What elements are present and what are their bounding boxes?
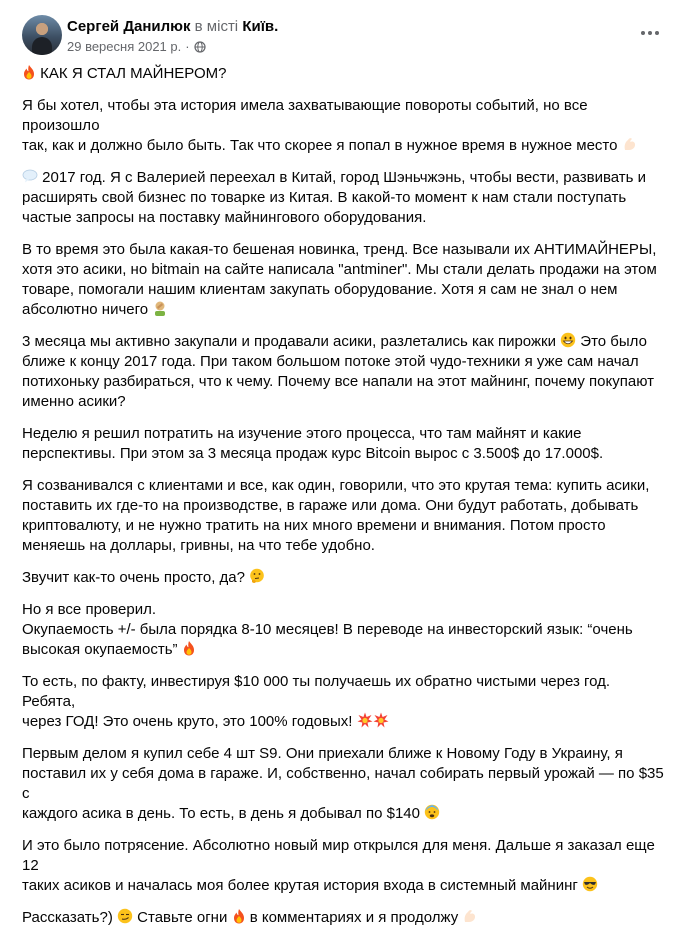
text-line: Первым делом я купил себе 4 шт S9. Они приехали ближе к Новому Году в Украину, я (22, 745, 623, 762)
paragraph-11 (22, 836, 667, 896)
paragraph-10 (22, 744, 667, 824)
paragraph-6 (22, 476, 667, 556)
text-line: частые запросы на поставку майнингового оборудования. (22, 209, 427, 226)
post-meta (67, 39, 206, 55)
paragraph-8 (22, 600, 667, 660)
text-line: таких асиков и началась моя более крутая история входа в системный майнинг (22, 877, 578, 894)
paragraph-7 (22, 568, 667, 588)
author-name[interactable]: Сергей Данилюк (67, 18, 191, 35)
more-options-icon[interactable] (638, 23, 662, 43)
fire-emoji-icon (232, 908, 246, 924)
speech-balloon-emoji-icon (22, 168, 38, 184)
text-line: 2017 год. Я с Валерией переехал в Китай, город Шэньчжэнь, чтобы вести, развивать и (42, 169, 647, 186)
text-line: именно асики? (22, 393, 126, 410)
text-line: меняешь на доллары, гривны, на что тебе удобно. (22, 537, 375, 554)
text-fragment: в комментариях и я продолжу (249, 909, 459, 926)
text-line: абсолютно ничего (22, 301, 149, 318)
text-line: каждого асика в день. То есть, в день я добывал по $140 (22, 805, 420, 822)
post-date[interactable]: 29 вересня 2021 р. (67, 39, 182, 54)
text-line: ближе к концу 2017 года. При таком большом потоке этой чудо-техники я уже сам начал (22, 353, 639, 370)
flexed-biceps-emoji-icon (622, 136, 638, 152)
text-line: так, как и должно было быть. Так что скорее я попал в нужное время в нужное место (22, 137, 618, 154)
text-fragment: Ставьте огни (137, 909, 228, 926)
post-header (22, 15, 662, 59)
text-line: товаре, помогали нашим клиентам закупать оборудование. Хотя я сам не знал о нем (22, 281, 618, 298)
text-line: Звучит как-то очень просто, да? (22, 569, 245, 586)
text-line: И это было потрясение. Абсолютно новый мир открылся для меня. Дальше я заказал еще 12 (22, 837, 655, 874)
text-line: Но я все проверил. (22, 601, 157, 618)
text-fragment: Рассказать?) (22, 909, 113, 926)
text-line: хотя это асики, но bitmain на сайте написала "antminer". Мы стали делать продажи на этом (22, 261, 657, 278)
text-line: расширять свой бизнес по товарке из Китая. В какой-то момент к нам стали поступать (22, 189, 627, 206)
collision-emoji-icon (357, 712, 373, 728)
text-line: Я созванивался с клиентами и все, как один, говорили, что это крутая тема: купить асики, (22, 477, 650, 494)
text-line: То есть, по факту, инвестируя $10 000 ты получаешь их обратно чистыми через год. Ребята, (22, 673, 611, 710)
paragraph-4 (22, 332, 667, 412)
smiling-face-with-sunglasses-emoji-icon (582, 876, 598, 892)
globe-icon (194, 41, 206, 53)
fire-emoji-icon (182, 640, 196, 656)
collision-emoji-icon (373, 712, 389, 728)
date-separator: · (185, 39, 190, 54)
author-line (67, 17, 278, 37)
text-line: поставить их где-то на производстве, в гараже или дома. Они будут работать, добывать (22, 497, 639, 514)
person-facepalming-emoji-icon (152, 300, 168, 316)
text-line: высокая окупаемость” (22, 641, 178, 658)
text-line: поставил их у себя дома в гараже. И, собственно, начал собирать первый урожай — по $35 с (22, 765, 664, 802)
paragraph-1 (22, 96, 667, 156)
text-line: В то время это была какая-то бешеная новинка, тренд. Все называли их АНТИМАЙНЕРЫ, (22, 241, 657, 258)
post-body (22, 64, 667, 940)
text-line: перспективы. При этом за 3 месяца продаж курс Bitcoin вырос с 3.500$ до 17.000$. (22, 445, 604, 462)
anxious-face-emoji-icon (424, 804, 440, 820)
paragraph-3 (22, 240, 667, 320)
thinking-face-emoji-icon (249, 568, 265, 584)
paragraph-12 (22, 908, 667, 928)
text-line: потихоньку разбираться, что к чему. Почему все напали на этот майнинг, почему покупают (22, 373, 654, 390)
paragraph-9 (22, 672, 667, 732)
fire-emoji-icon (22, 64, 36, 80)
text-line: Окупаемость +/- была порядка 8-10 месяцев! В переводе на инвесторский язык: “очень (22, 621, 633, 638)
text-line: Неделю я решил потратить на изучение этого процесса, что там майнят и какие (22, 425, 582, 442)
paragraph-5 (22, 424, 667, 464)
text-fragment: Это было (580, 333, 647, 350)
avatar[interactable] (22, 15, 62, 55)
paragraph-2 (22, 168, 667, 228)
smirking-face-emoji-icon (117, 908, 133, 924)
grinning-face-emoji-icon (560, 332, 576, 348)
text-line: криптовалюту, и не нужно тратить на них много времени и внимания. Потом просто (22, 517, 606, 534)
text-line: Я бы хотел, чтобы эта история имела захватывающие повороты событий, но все произошло (22, 97, 588, 134)
text-line: через ГОД! Это очень круто, это 100% годовых! (22, 713, 353, 730)
flexed-biceps-emoji-icon (462, 908, 478, 924)
author-connector: в місті (194, 18, 239, 35)
post-title: КАК Я СТАЛ МАЙНЕРОМ? (40, 65, 227, 82)
text-line: 3 месяца мы активно закупали и продавали асики, разлетались как пирожки (22, 333, 556, 350)
author-place-suffix: . (274, 18, 279, 35)
post-title-paragraph (22, 64, 667, 84)
author-place[interactable]: Київ (242, 18, 275, 35)
